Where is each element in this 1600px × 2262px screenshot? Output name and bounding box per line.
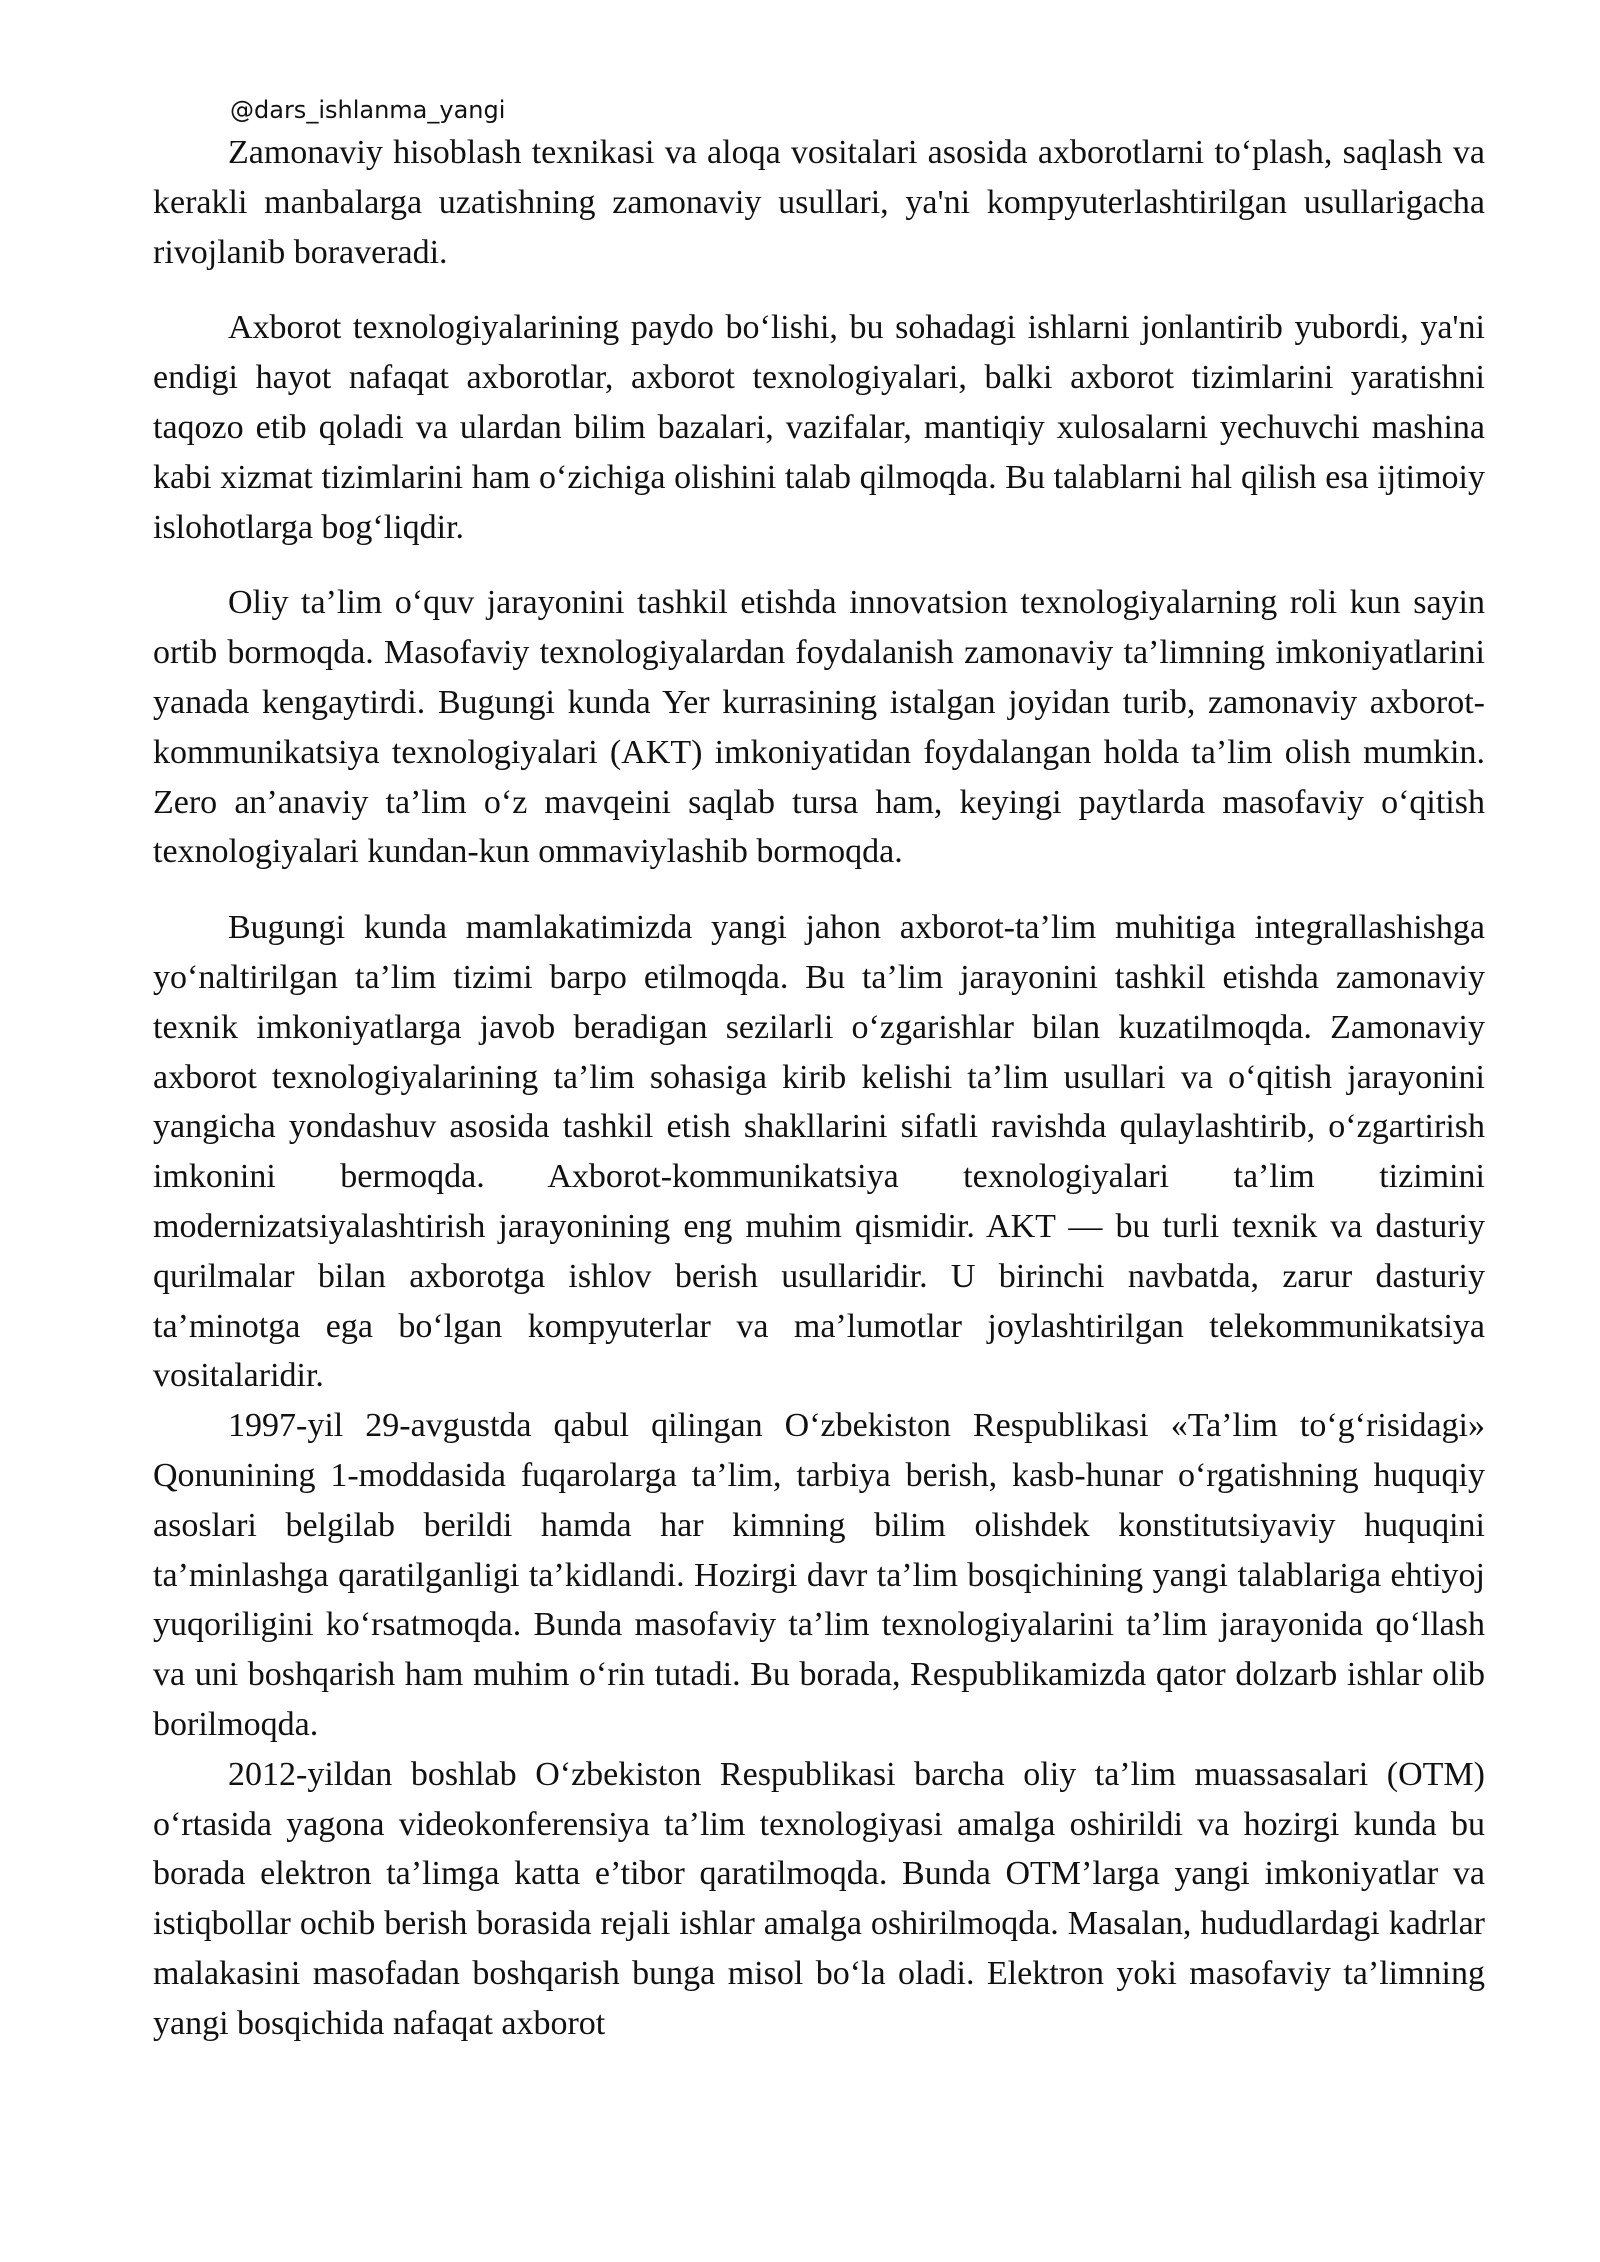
paragraph: Axborot texnologiyalarining paydo bo‘lishi, bu sohadagi ishlarni jonlantirib yubordi, ya'ni endigi hayot nafaqat axborotlar, axborot texnologiyalari, balki axborot tizimlarini yaratishni taqozo etib qoladi va ulardan bilim bazalari, vazifalar, mantiqiy xulosalarni yechuvchi mashina kabi xizmat tizimlarini ham o‘zichiga olishini talab qilmoqda. Bu talablarni hal qilish esa ijtimoiy islohotlarga bog‘liqdir. <box>153 309 1485 546</box>
document-body <box>153 128 1485 2048</box>
watermark-handle: @dars_ishlanma_yangi <box>230 96 506 124</box>
paragraph: Bugungi kunda mamlakatimizda yangi jahon axborot-ta’lim muhitiga integrallashishga yo‘naltirilgan ta’lim tizimi barpo etilmoqda. Bu ta’lim jarayonini tashkil etishda zamonaviy texnik imkoniyatlarga javob beradigan sezilarli o‘zgarishlar bilan kuzatilmoqda. Zamonaviy axborot texnologiyalarining ta’lim sohasiga kirib kelishi ta’lim usullari va o‘qitish jarayonini yangicha yondashuv asosida tashkil etish shakllarini sifatli ravishda qulaylashtirib, o‘zgartirish imkonini bermoqda. Axborot-kommunikatsiya texnologiyalari ta’lim tizimini modernizatsiyalashtirish jarayonining eng muhim qismidir. AKT — bu turli texnik va dasturiy qurilmalar bilan axborotga ishlov berish usullaridir. U birinchi navbatda, zarur dasturiy ta’minotga ega bo‘lgan kompyuterlar va ma’lumotlar joylashtirilgan telekommunikatsiya vositalaridir. <box>153 909 1485 1395</box>
paragraph: 2012-yildan boshlab O‘zbekiston Respublikasi barcha oliy ta’lim muassasalari (OTM) o‘rtasida yagona videokonferensiya ta’lim texnologiyasi amalga oshirildi va hozirgi kunda bu borada elektron ta’limga katta e’tibor qaratilmoqda. Bunda OTM’larga yangi imkoniyatlar va istiqbollar ochib berish borasida rejali ishlar amalga oshirilmoqda. Masalan, hududlardagi kadrlar malakasini masofadan boshqarish bunga misol bo‘la oladi. Elektron yoki masofaviy ta’limning yangi bosqichida nafaqat axborot <box>153 1755 1485 2042</box>
paragraph: Oliy ta’lim o‘quv jarayonini tashkil etishda innovatsion texnologiyalarning roli kun sayin ortib bormoqda. Masofaviy texnologiyalardan foydalanish zamonaviy ta’limning imkoniyatlarini yanada kengaytirdi. Bugungi kunda Yer kurrasining istalgan joyidan turib, zamonaviy axborot-kommunikatsiya texnologiyalari (AKT) imkoniyatidan foydalangan holda ta’lim olish mumkin. Zero an’anaviy ta’lim o‘z mavqeini saqlab tursa ham, keyingi paytlarda masofaviy o‘qitish texnologiyalari kundan-kun ommaviylashib bormoqda. <box>153 584 1485 871</box>
paragraph: Zamonaviy hisoblash texnikasi va aloqa vositalari asosida axborotlarni to‘plash, saqlash va kerakli manbalarga uzatishning zamonaviy usullari, ya'ni kompyuterlashtirilgan usullarigacha rivojlanib boraveradi. <box>153 134 1485 271</box>
paragraph: 1997-yil 29-avgustda qabul qilingan O‘zbekiston Respublikasi «Ta’lim to‘g‘risidagi» Qonunining 1-moddasida fuqarolarga ta’lim, tarbiya berish, kasb-hunar o‘rgatishning huquqiy asoslari belgilab berildi hamda har kimning bilim olishdek konstitutsiyaviy huquqini ta’minlashga qaratilganligi ta’kidlandi. Hozirgi davr ta’lim bosqichining yangi talablariga ehtiyoj yuqoriligini ko‘rsatmoqda. Bunda masofaviy ta’lim texnologiyalarini ta’lim jarayonida qo‘llash va uni boshqarish ham muhim o‘rin tutadi. Bu borada, Respublikamizda qator dolzarb ishlar olib borilmoqda. <box>153 1407 1485 1743</box>
